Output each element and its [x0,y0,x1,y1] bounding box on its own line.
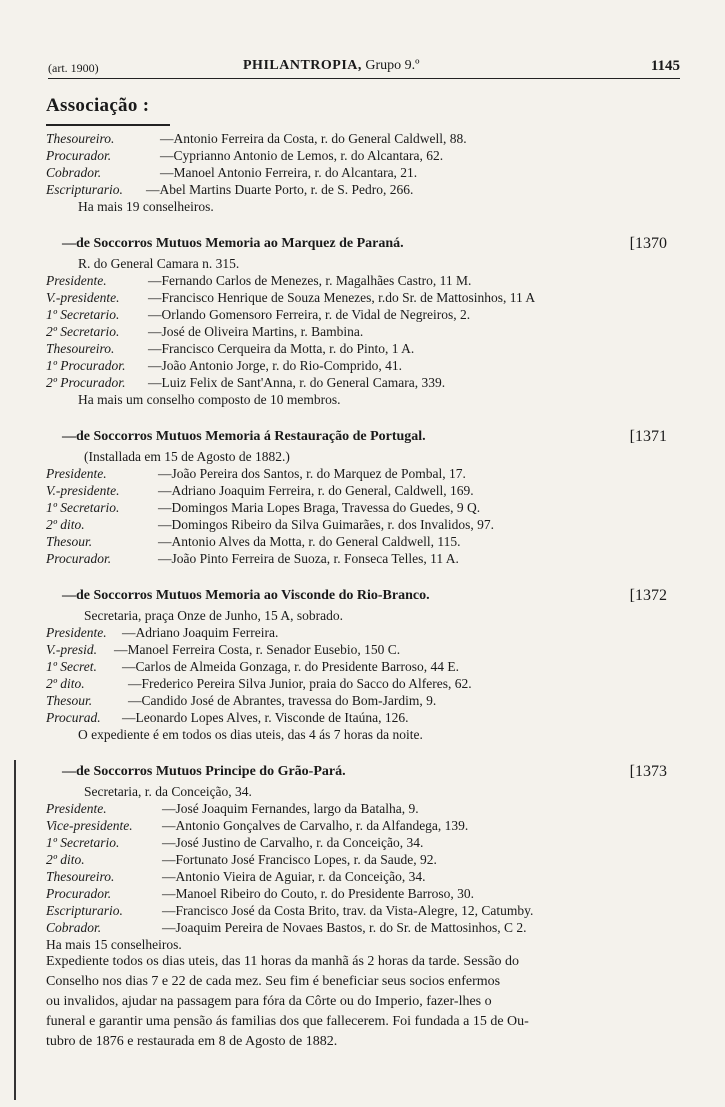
entry-text: —Fortunato José Francisco Lopes, r. da Saude, 92. [162,852,437,867]
section-title-1371 [0,429,725,449]
entry-text: —Francisco José da Costa Brito, trav. da Vista-Alegre, 12, Catumby. [162,903,534,918]
entry-text: —Carlos de Almeida Gonzaga, r. do Presidente Barroso, 44 E. [122,659,460,674]
paragraph-line [0,994,725,1014]
section-title: —de Soccorros Mutuos Memoria ao Marquez de Paraná. [62,236,404,251]
entry-label: Thesour. [46,534,93,549]
entry-label: 2º Secretario. [46,324,120,339]
note-row [0,199,725,216]
section-title-1372 [0,588,725,608]
note-row [0,937,725,954]
section-number: [1370 [629,235,667,252]
entry-text: —Manoel Ferreira Costa, r. Senador Eusebio, 150 C. [114,642,401,657]
entry-text: —Domingos Maria Lopes Braga, Travessa do Guedes, 9 Q. [158,500,481,515]
address-text: Secretaria, praça Onze de Junho, 15 A, sobrado. [84,608,344,623]
entry-row [0,500,725,517]
paragraph-text: ou invalidos, ajudar na passagem para fóra da Côrte ou do Imperio, fazer-lhes o [46,994,492,1009]
entry-text: —Antonio Ferreira da Costa, r. do General Caldwell, 88. [160,131,467,146]
address-row [0,784,725,801]
entry-label: Cobrador. [46,165,102,180]
entry-row [0,534,725,551]
entry-row [0,693,725,710]
paragraph-line [0,974,725,994]
entry-row [0,273,725,290]
entry-text: —Antonio Vieira de Aguiar, r. da Conceição, 34. [162,869,426,884]
entry-row [0,625,725,642]
entry-label: Escripturario. [46,182,123,197]
entry-row [0,375,725,392]
entry-label: Cobrador. [46,920,102,935]
entry-row [0,852,725,869]
entry-label: Vice-presidente. [46,818,133,833]
address-text: (Installada em 15 de Agosto de 1882.) [84,449,290,464]
entry-label: Thesour. [46,693,93,708]
paragraph-line [0,1034,725,1054]
entry-text: —Antonio Gonçalves de Carvalho, r. da Alfandega, 139. [162,818,469,833]
header-title [243,58,420,74]
entry-row [0,886,725,903]
address-row [0,608,725,625]
entry-row [0,642,725,659]
entry-label: Presidente. [46,466,107,481]
section-title-1370 [0,236,725,256]
entry-row [0,517,725,534]
entry-row [0,466,725,483]
entry-row [0,801,725,818]
note-text: Ha mais 15 conselheiros. [46,937,182,952]
entry-row [0,483,725,500]
entry-label: V.-presidente. [46,483,120,498]
entry-text: —Luiz Felix de Sant'Anna, r. do General Camara, 339. [148,375,446,390]
entry-label: 1º Secretario. [46,500,120,515]
entry-row [0,551,725,568]
note-row [0,392,725,409]
note-text: O expediente é em todos os dias uteis, das 4 ás 7 horas da noite. [78,727,423,742]
entry-row [0,818,725,835]
entry-text: —José Justino de Carvalho, r. da Conceição, 34. [162,835,424,850]
entry-label: 1º Secretario. [46,835,120,850]
paragraph-text: funeral e garantir uma pensão ás familias dos que fallecerem. Foi fundada a 15 de Ou- [46,1014,529,1029]
entry-row [0,835,725,852]
entry-text: —Leonardo Lopes Alves, r. Visconde de Itaúna, 126. [122,710,409,725]
entry-text: —José Joaquim Fernandes, largo da Batalha, 9. [162,801,419,816]
entry-label: Presidente. [46,801,107,816]
entry-text: —Francisco Henrique de Souza Menezes, r.do Sr. de Mattosinhos, 11 A [148,290,536,305]
header-article: (art. 1900) [48,61,99,75]
header-subtitle: Grupo 9.º [365,58,420,73]
address-row [0,256,725,273]
entry-label: Procurad. [46,710,101,725]
address-row [0,449,725,466]
entry-text: —Adriano Joaquim Ferreira, r. do General, Caldwell, 169. [158,483,474,498]
entry-label: Escripturario. [46,903,123,918]
paragraph-line [0,954,725,974]
entry-row [0,676,725,693]
entry-row [0,659,725,676]
entry-row [0,182,725,199]
entry-text: —Antonio Alves da Motta, r. do General Caldwell, 115. [158,534,461,549]
section-title: —de Soccorros Mutuos Memoria ao Visconde do Rio-Branco. [62,588,430,603]
paragraph-text: Conselho nos dias 7 e 22 de cada mez. Seu fim é beneficiar seus socios enfermos [46,974,501,989]
entry-text: —João Pereira dos Santos, r. do Marquez de Pombal, 17. [158,466,466,481]
heading-underline [46,124,170,126]
entry-text: —Francisco Cerqueira da Motta, r. do Pinto, 1 A. [148,341,415,356]
entry-label: 1º Procurador. [46,358,126,373]
entry-label: V.-presid. [46,642,98,657]
entry-text: —Frederico Pereira Silva Junior, praia do Sacco do Alferes, 62. [128,676,472,691]
page-header [48,58,680,79]
entry-row [0,131,725,148]
entry-row [0,358,725,375]
entry-text: —Joaquim Pereira de Novaes Bastos, r. do Sr. de Mattosinhos, C 2. [162,920,527,935]
entry-label: 1º Secret. [46,659,97,674]
entry-text: —Manoel Ribeiro do Couto, r. do Presidente Barroso, 30. [162,886,474,901]
entry-row [0,290,725,307]
entry-text: —Cyprianno Antonio de Lemos, r. do Alcantara, 62. [160,148,444,163]
address-text: R. do General Camara n. 315. [78,256,240,271]
entry-row [0,307,725,324]
entry-text: —Abel Martins Duarte Porto, r. de S. Pedro, 266. [146,182,414,197]
entry-label: Presidente. [46,625,107,640]
page-number: 1145 [650,58,680,74]
entry-text: —Domingos Ribeiro da Silva Guimarães, r. dos Invalidos, 97. [158,517,494,532]
section-number: [1372 [629,587,667,604]
section-number: [1373 [629,763,667,780]
entry-row [0,341,725,358]
entry-text: —João Pinto Ferreira de Suoza, r. Fonseca Telles, 11 A. [158,551,459,566]
entry-text: —Candido José de Abrantes, travessa do Bom-Jardim, 9. [128,693,437,708]
paragraph-line [0,1014,725,1034]
entry-label: Thesoureiro. [46,131,115,146]
entry-label: Thesoureiro. [46,341,115,356]
section-title-1373 [0,764,725,784]
section-title: —de Soccorros Mutuos Principe do Grão-Pará. [62,764,346,779]
entry-label: Procurador. [46,551,112,566]
content [0,131,725,1054]
entry-label: Procurador. [46,886,112,901]
entry-label: Procurador. [46,148,112,163]
entry-text: —José de Oliveira Martins, r. Bambina. [148,324,364,339]
entry-label: 2º dito. [46,517,85,532]
section-heading: Associação : [46,95,150,116]
paragraph-text: Expediente todos os dias uteis, das 11 horas da manhã ás 2 horas da tarde. Sessão do [46,954,520,969]
entry-label: Presidente. [46,273,107,288]
entry-text: —Fernando Carlos de Menezes, r. Magalhães Castro, 11 M. [148,273,472,288]
entry-row [0,920,725,937]
entry-text: —Adriano Joaquim Ferreira. [122,625,279,640]
entry-text: —João Antonio Jorge, r. do Rio-Comprido, 41. [148,358,403,373]
entry-label: 2º dito. [46,676,85,691]
section-title: —de Soccorros Mutuos Memoria á Restauração de Portugal. [62,429,426,444]
entry-text: —Orlando Gomensoro Ferreira, r. de Vidal de Negreiros, 2. [148,307,471,322]
entry-label: Thesoureiro. [46,869,115,884]
entry-row [0,903,725,920]
entry-row [0,148,725,165]
section-number: [1371 [629,428,667,445]
entry-label: 1º Secretario. [46,307,120,322]
entry-label: 2º dito. [46,852,85,867]
entry-label: 2º Procurador. [46,375,126,390]
entry-row [0,710,725,727]
header-title-text: PHILANTROPIA, [243,58,362,73]
paragraph-text: tubro de 1876 e restaurada em 8 de Agosto de 1882. [46,1034,338,1049]
entry-row [0,869,725,886]
entry-row [0,165,725,182]
note-text: Ha mais 19 conselheiros. [78,199,214,214]
note-row [0,727,725,744]
note-text: Ha mais um conselho composto de 10 membros. [78,392,341,407]
entry-row [0,324,725,341]
address-text: Secretaria, r. da Conceição, 34. [84,784,252,799]
entry-text: —Manoel Antonio Ferreira, r. do Alcantara, 21. [160,165,418,180]
entry-label: V.-presidente. [46,290,120,305]
